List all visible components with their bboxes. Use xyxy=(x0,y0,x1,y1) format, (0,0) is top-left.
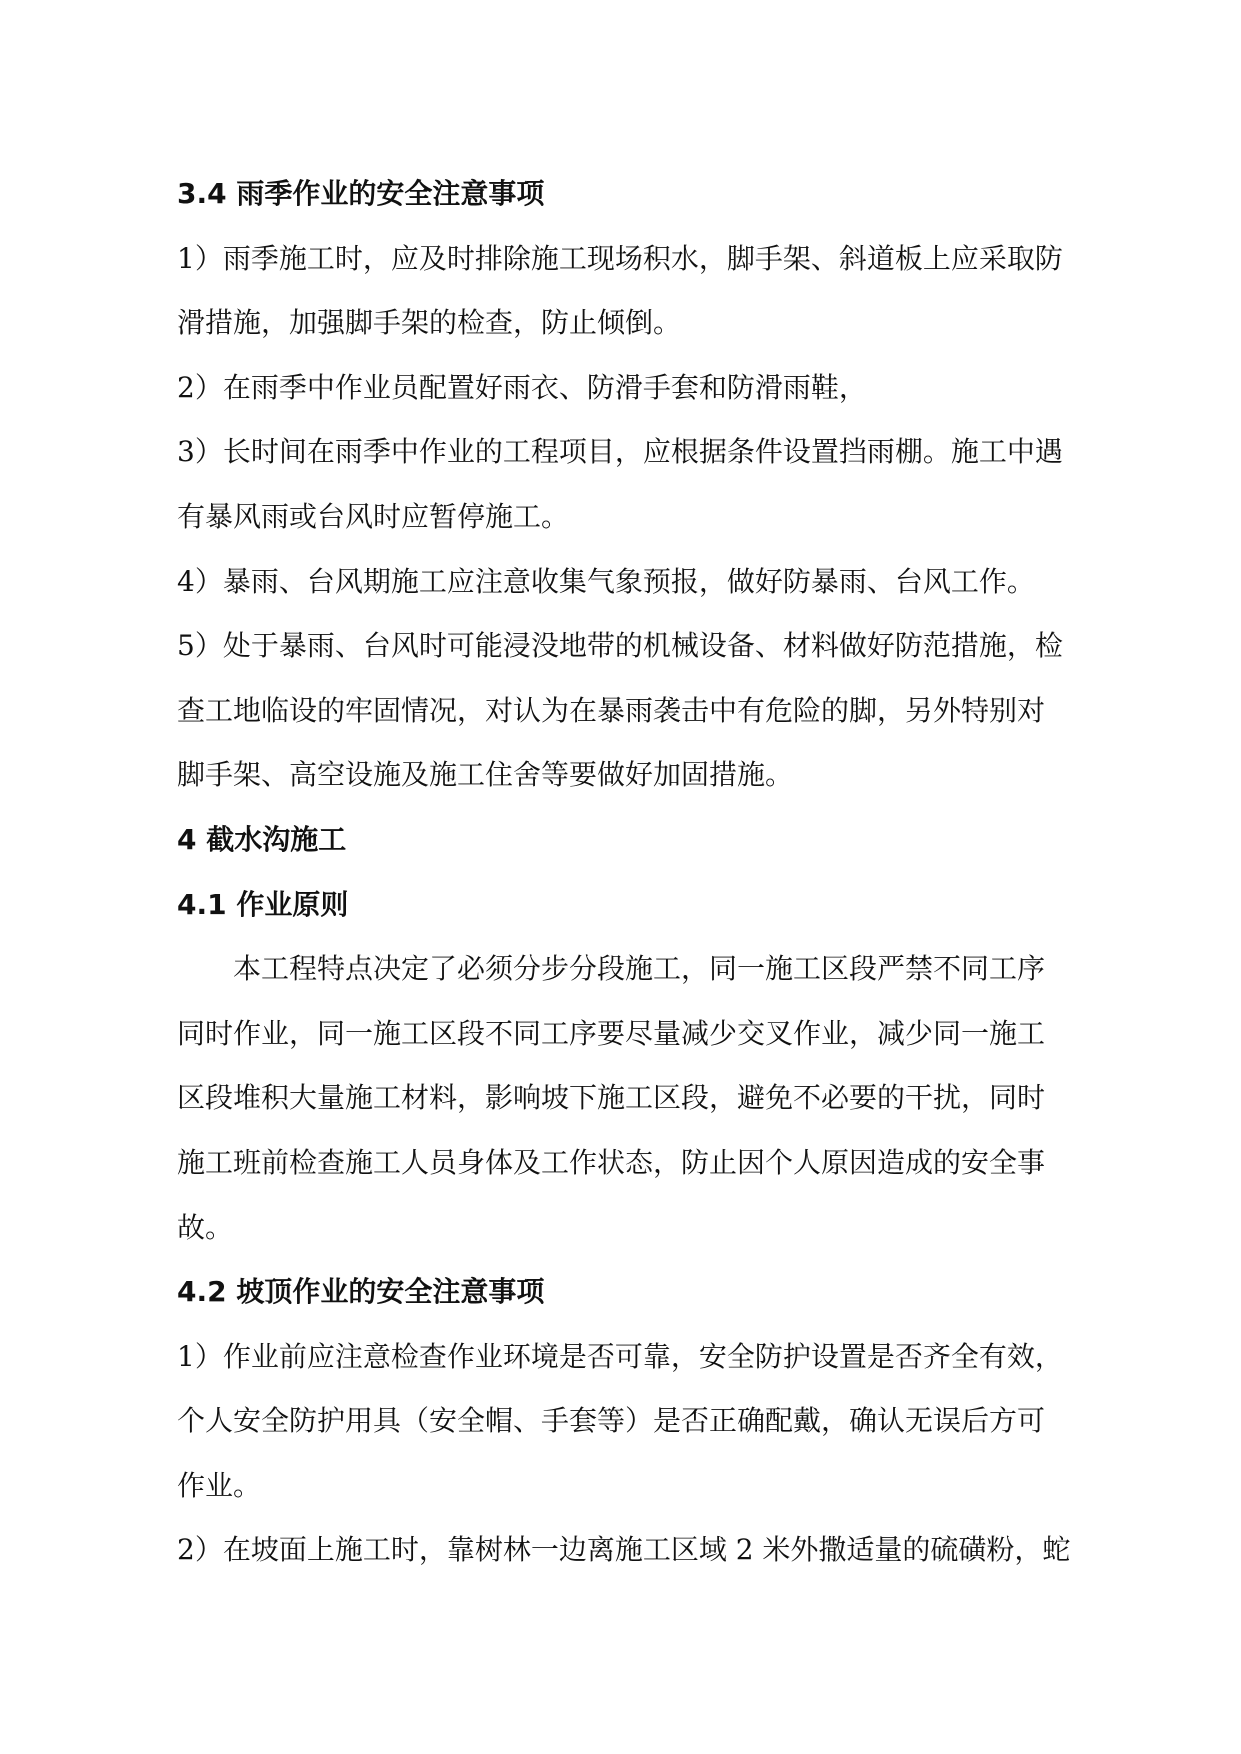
paragraph-line: 1）雨季施工时，应及时排除施工现场积水，脚手架、斜道板上应采取防 xyxy=(177,241,1063,275)
paragraph-line: 作业。 xyxy=(177,1468,262,1502)
document-body xyxy=(177,162,1097,1583)
paragraph-line: 3）长时间在雨季中作业的工程项目，应根据条件设置挡雨棚。施工中遇 xyxy=(177,435,1063,469)
paragraph-line: 4）暴雨、台风期施工应注意收集气象预报，做好防暴雨、台风工作。 xyxy=(177,564,1035,598)
paragraph-line: 2）在坡面上施工时，靠树林一边离施工区域 2 米外撒适量的硫磺粉，蛇 xyxy=(177,1533,1071,1567)
paragraph-line: 区段堆积大量施工材料，影响坡下施工区段，避免不必要的干扰，同时 xyxy=(177,1081,1046,1115)
paragraph-line: 个人安全防护用具（安全帽、手套等）是否正确配戴，确认无误后方可 xyxy=(177,1404,1046,1438)
paragraph-line: 滑措施，加强脚手架的检查，防止倾倒。 xyxy=(177,306,682,340)
paragraph-line: 1）作业前应注意检查作业环境是否可靠，安全防护设置是否齐全有效， xyxy=(177,1339,1063,1373)
paragraph-line: 脚手架、高空设施及施工住舍等要做好加固措施。 xyxy=(177,758,794,792)
paragraph-line: 有暴风雨或台风时应暂停施工。 xyxy=(177,499,570,533)
paragraph-line-indented: 本工程特点决定了必须分步分段施工，同一施工区段严禁不同工序 xyxy=(233,952,1046,986)
section-heading-4-1: 4.1 作业原则 xyxy=(177,887,349,921)
paragraph-line: 查工地临设的牢固情况，对认为在暴雨袭击中有危险的脚，另外特别对 xyxy=(177,693,1046,727)
paragraph-line: 同时作业，同一施工区段不同工序要尽量减少交叉作业，减少同一施工 xyxy=(177,1016,1046,1050)
paragraph-line: 故。 xyxy=(177,1210,234,1244)
section-heading-4-2: 4.2 坡顶作业的安全注意事项 xyxy=(177,1275,545,1309)
section-heading-3-4: 3.4 雨季作业的安全注意事项 xyxy=(177,177,545,210)
paragraph-line: 2）在雨季中作业员配置好雨衣、防滑手套和防滑雨鞋， xyxy=(177,370,867,404)
paragraph-line: 施工班前检查施工人员身体及工作状态，防止因个人原因造成的安全事 xyxy=(177,1145,1046,1179)
paragraph-line: 5）处于暴雨、台风时可能浸没地带的机械设备、材料做好防范措施，检 xyxy=(177,629,1063,663)
section-heading-4: 4 截水沟施工 xyxy=(177,822,347,856)
